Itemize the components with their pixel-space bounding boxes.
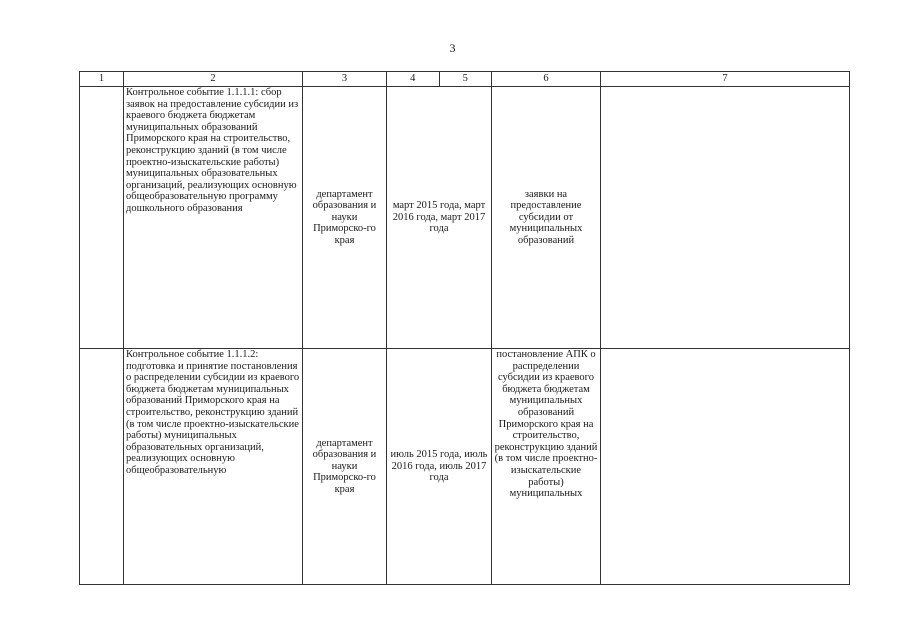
header-col-4-5 — [387, 72, 492, 87]
header-col-6: 6 — [492, 72, 601, 87]
cell-note — [601, 87, 850, 349]
header-row — [80, 72, 850, 87]
cell-responsible: департамент образования и науки Приморско-го края — [303, 87, 387, 349]
cell-number — [80, 87, 124, 349]
cell-control-event: Контрольное событие 1.1.1.1: сбор заявок на предоставление субсидии из краевого бюджета бюджетам муниципальных образований Приморского края на строительство, реконструкцию зданий (в том числе проектно-изыскательские работы) муниципальных образовательных организаций, реализующих основную общеобразовательную программу дошкольного образования — [124, 87, 303, 349]
header-col-1: 1 — [80, 72, 124, 87]
cell-responsible: департамент образования и науки Приморско-го края — [303, 349, 387, 585]
cell-result: постановление АПК о распределении субсидии из краевого бюджета бюджетам муниципальных образований Приморского края на строительство, реконструкцию зданий (в том числе проектно-изыскательские работы) муниципальных — [492, 349, 601, 585]
cell-deadline: март 2015 года, март 2016 года, март 2017 года — [387, 87, 492, 349]
header-col-5: 5 — [439, 72, 492, 86]
table-row — [80, 349, 850, 585]
header-col-4: 4 — [410, 73, 416, 84]
header-col-3: 3 — [303, 72, 387, 87]
page-number: 3 — [449, 41, 456, 55]
header-col-2: 2 — [124, 72, 303, 87]
cell-result: заявки на предоставление субсидии от муниципальных образований — [492, 87, 601, 349]
plan-table — [79, 71, 850, 585]
cell-note — [601, 349, 850, 585]
table-row — [80, 87, 850, 349]
cell-number — [80, 349, 124, 585]
cell-control-event: Контрольное событие 1.1.1.2: подготовка и принятие постановления о распределении субсидии из краевого бюджета бюджетам муниципальных образований Приморского края на строительство, реконструкцию зданий (в том числе проектно-изыскательские работы) муниципальных образовательных организаций, реализующих основную общеобразовательную — [124, 349, 303, 585]
header-col-7: 7 — [601, 72, 850, 87]
cell-deadline: июль 2015 года, июль 2016 года, июль 2017 года — [387, 349, 492, 585]
